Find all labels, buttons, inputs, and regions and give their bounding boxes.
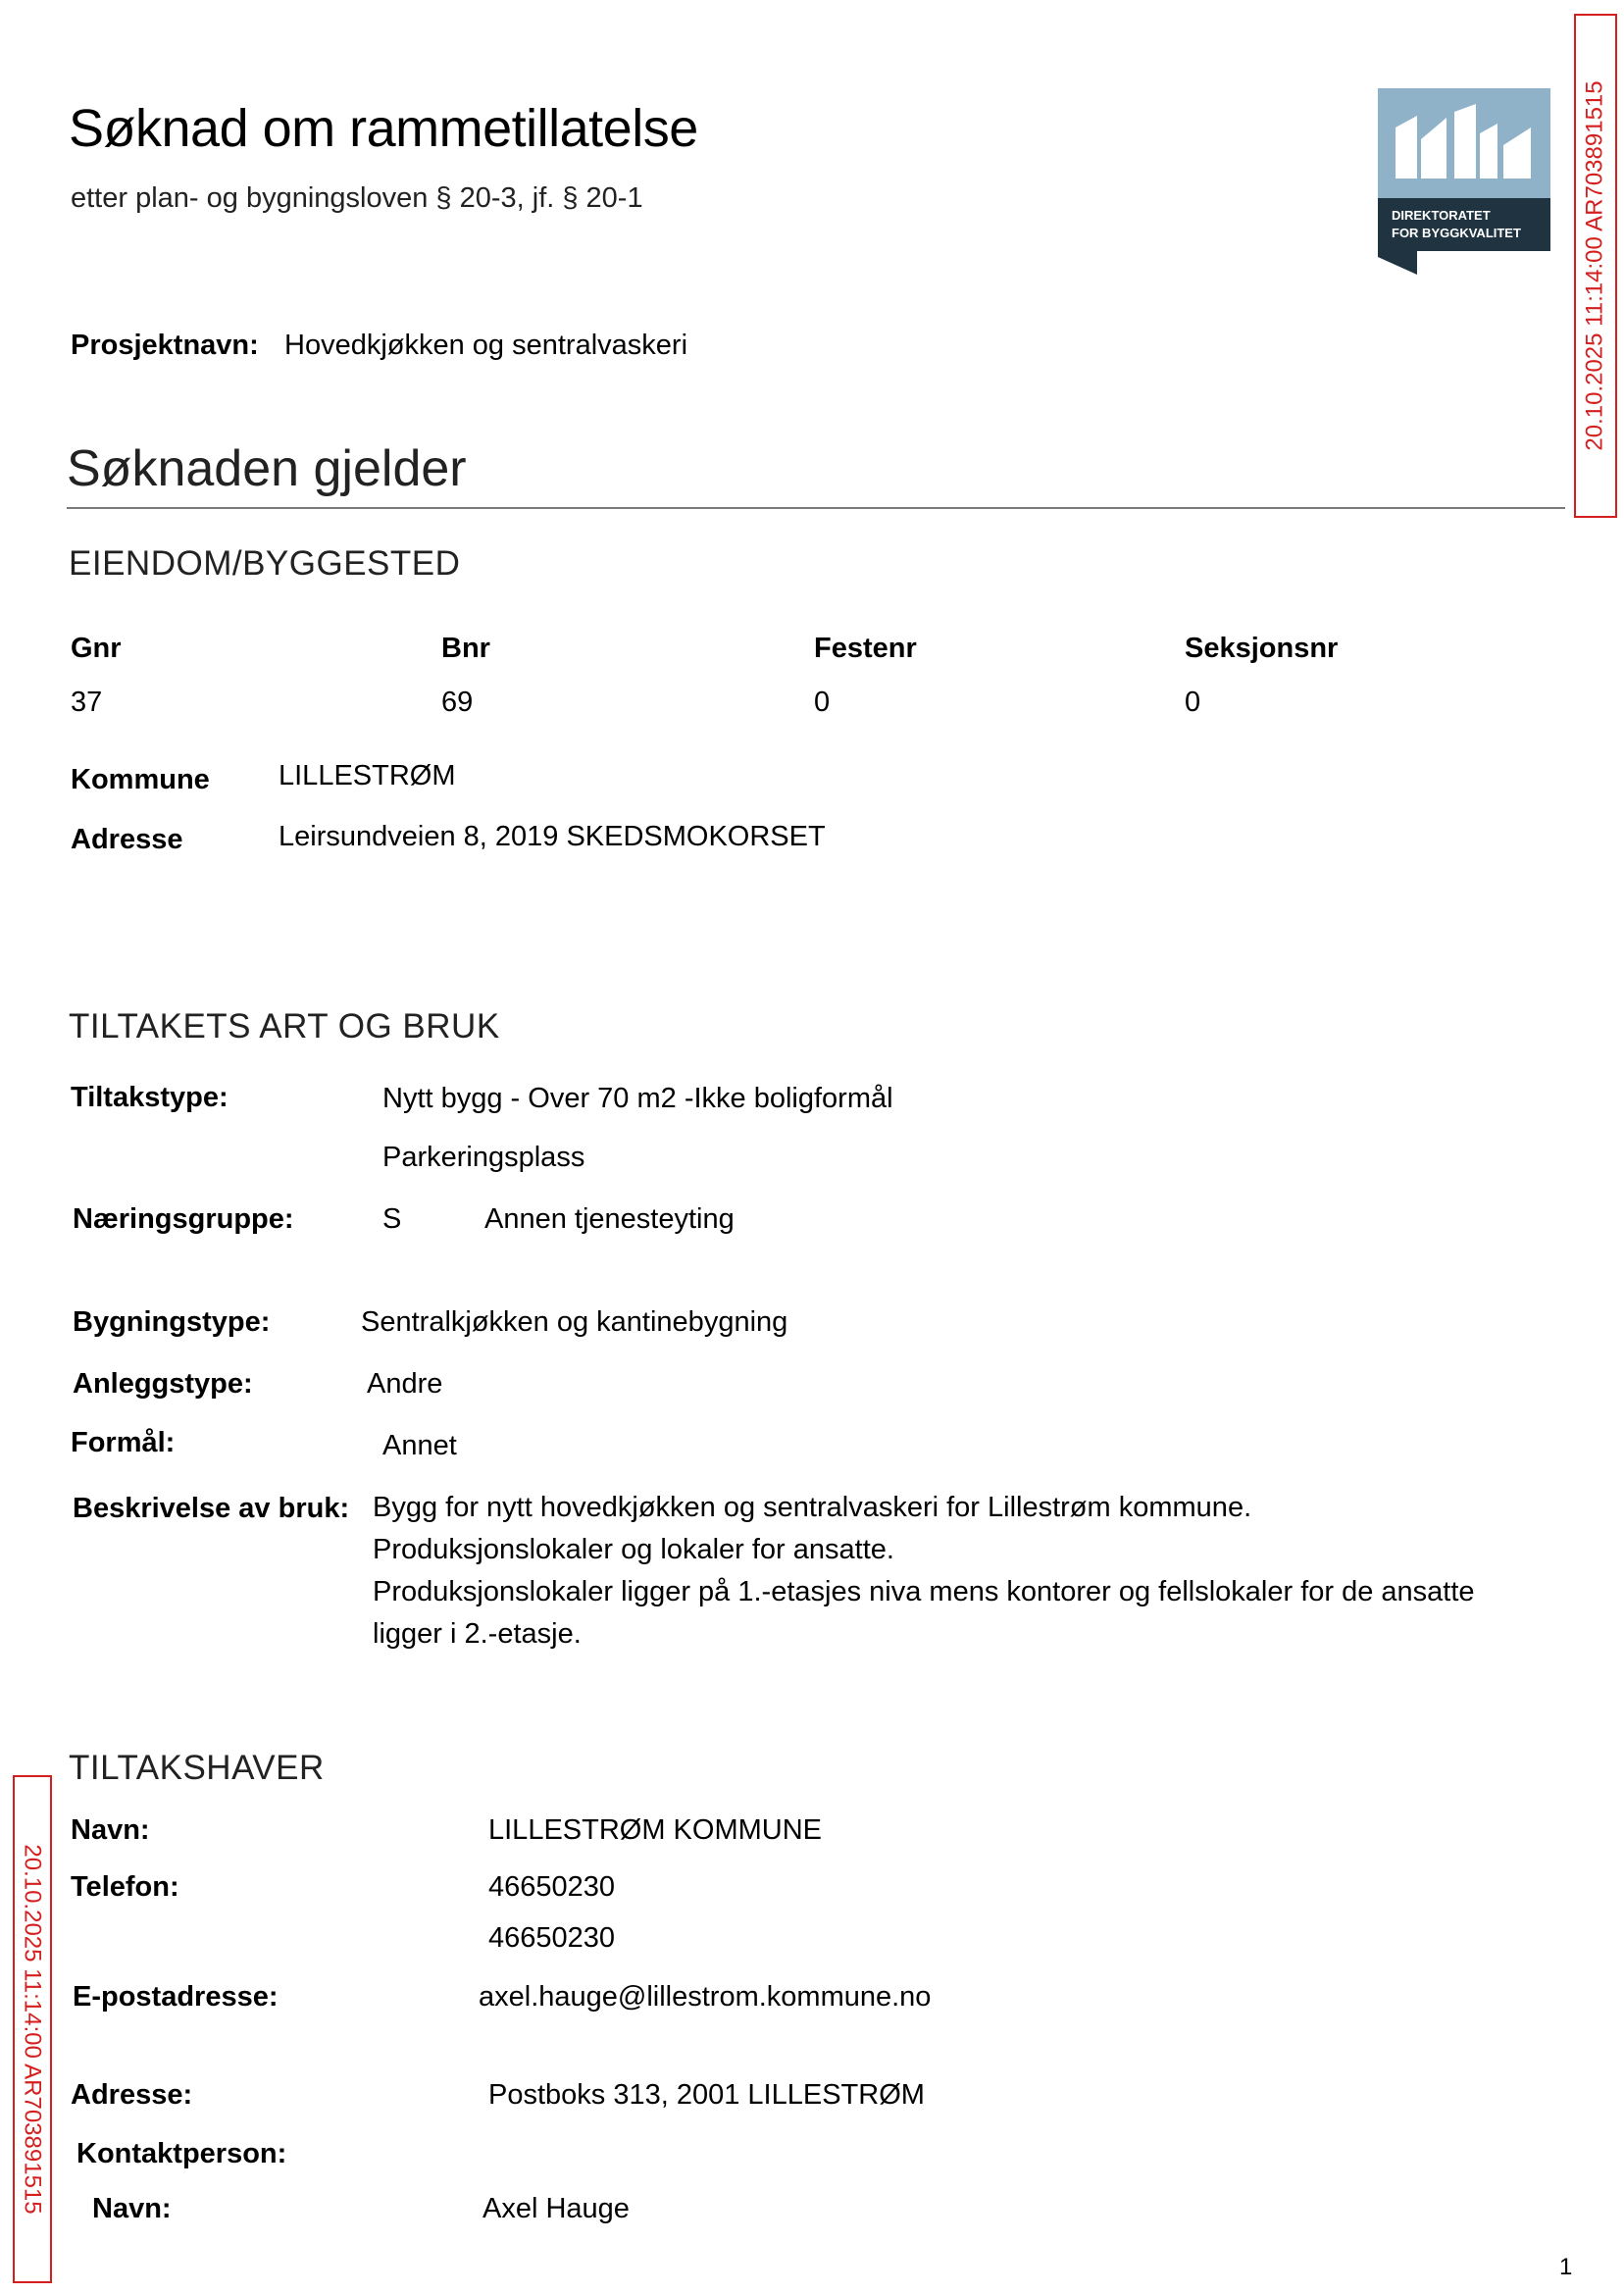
dibk-logo-icon — [1378, 88, 1550, 275]
date-stamp-text: 20.10.2025 11:14:00 AR703891515 — [20, 1844, 46, 2215]
epost-label: E-postadresse: — [73, 1981, 279, 2013]
section-divider — [67, 507, 1565, 509]
document-title: Søknad om rammetillatelse — [69, 99, 698, 158]
kontakt-navn-value: Axel Hauge — [482, 2193, 630, 2224]
naeringsgruppe-code: S — [382, 1203, 402, 1235]
date-stamp-text: 20.10.2025 11:14:00 AR703891515 — [1582, 80, 1608, 451]
svg-text:DIREKTORATET: DIREKTORATET — [1392, 208, 1491, 223]
tiltakshaver-adresse-value: Postboks 313, 2001 LILLESTRØM — [488, 2079, 925, 2111]
adresse-label: Adresse — [71, 824, 183, 855]
beskrivelse-label: Beskrivelse av bruk: — [73, 1493, 350, 1524]
beskrivelse-line: Bygg for nytt hovedkjøkken og sentralvaskeri for Lillestrøm kommune. — [373, 1492, 1252, 1523]
tiltakstype-value-1: Nytt bygg - Over 70 m2 -Ikke boligformål — [382, 1083, 893, 1114]
kontaktperson-label: Kontaktperson: — [76, 2138, 287, 2169]
naeringsgruppe-value: Annen tjenesteyting — [484, 1203, 735, 1235]
anleggstype-value: Andre — [367, 1368, 443, 1400]
telefon-value-1: 46650230 — [488, 1871, 616, 1903]
seksjonsnr-value: 0 — [1185, 687, 1201, 718]
bygningstype-label: Bygningstype: — [73, 1306, 271, 1338]
formaal-value: Annet — [382, 1430, 457, 1461]
beskrivelse-line: ligger i 2.-etasje. — [373, 1618, 582, 1650]
adresse-value: Leirsundveien 8, 2019 SKEDSMOKORSET — [279, 821, 826, 852]
tiltakstype-label: Tiltakstype: — [71, 1082, 228, 1113]
tiltak-heading: TILTAKETS ART OG BRUK — [69, 1007, 500, 1045]
tiltakshaver-navn-label: Navn: — [71, 1814, 150, 1846]
festenr-value: 0 — [814, 687, 831, 718]
tiltakshaver-navn-value: LILLESTRØM KOMMUNE — [488, 1814, 822, 1846]
page-number: 1 — [1559, 2254, 1573, 2280]
kommune-value: LILLESTRØM — [279, 760, 456, 791]
project-value: Hovedkjøkken og sentralvaskeri — [284, 330, 688, 361]
seksjonsnr-label: Seksjonsnr — [1185, 633, 1339, 664]
svg-text:FOR BYGGKVALITET: FOR BYGGKVALITET — [1392, 226, 1521, 240]
beskrivelse-line: Produksjonslokaler ligger på 1.-etasjes niva mens kontorer og fellslokaler for de ansatte — [373, 1576, 1475, 1607]
festenr-label: Festenr — [814, 633, 917, 664]
tiltakstype-value-2: Parkeringsplass — [382, 1142, 585, 1173]
telefon-label: Telefon: — [71, 1871, 179, 1903]
telefon-value-2: 46650230 — [488, 1922, 616, 1954]
bnr-label: Bnr — [441, 633, 490, 664]
beskrivelse-text — [373, 1487, 1579, 1656]
formaal-label: Formål: — [71, 1427, 176, 1458]
date-stamp-right — [1574, 14, 1617, 518]
tiltakshaver-adresse-label: Adresse: — [71, 2079, 193, 2111]
tiltakshaver-heading: TILTAKSHAVER — [69, 1749, 325, 1787]
kontakt-navn-label: Navn: — [92, 2193, 172, 2224]
bnr-value: 69 — [441, 687, 474, 718]
gnr-label: Gnr — [71, 633, 122, 664]
document-subtitle: etter plan- og bygningsloven § 20-3, jf. § 20-1 — [71, 182, 643, 214]
gnr-value: 37 — [71, 687, 103, 718]
eiendom-heading: EIENDOM/BYGGESTED — [69, 544, 461, 583]
section-title: Søknaden gjelder — [67, 440, 467, 497]
epost-value: axel.hauge@lillestrom.kommune.no — [479, 1981, 932, 2013]
date-stamp-left — [13, 1775, 52, 2283]
beskrivelse-line: Produksjonslokaler og lokaler for ansatte. — [373, 1534, 894, 1565]
dibk-logo — [1378, 88, 1550, 275]
bygningstype-value: Sentralkjøkken og kantinebygning — [361, 1306, 788, 1338]
kommune-label: Kommune — [71, 764, 210, 795]
project-label: Prosjektnavn: — [71, 330, 259, 361]
anleggstype-label: Anleggstype: — [73, 1368, 253, 1400]
naeringsgruppe-label: Næringsgruppe: — [73, 1203, 294, 1235]
